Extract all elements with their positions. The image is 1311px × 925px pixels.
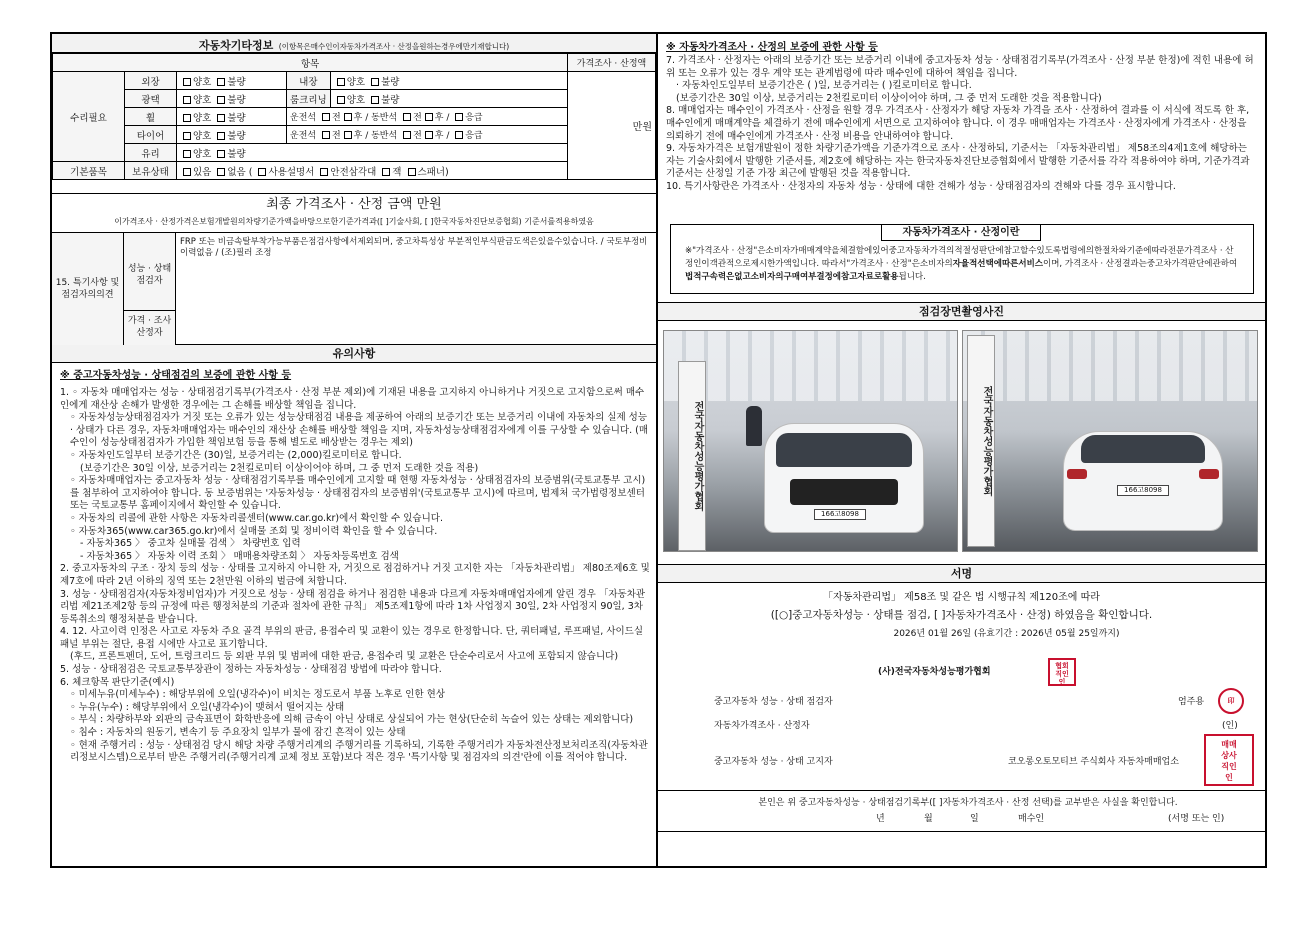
confirm-buyer: 매수인 [1018,814,1045,824]
row-label: 유리 [125,144,177,162]
price-note-item: 9. 자동차가격은 보험개발원이 정한 차량기준가액을 기준가격으로 조사 · 산정하되, 기준서는 「자동차관리법」 제58조의4제1호에 해당하는 자는 기술사회에서 발행한 기준서를, 제2호에 해당하는 자는 한국자동차진단보증협회에서 발행한 기준서를 각각 적용하여야 하며, 기준가격과 기준서는 산정일 기준 가장 최근에 발행된 것을 적용합니다. [666,143,1250,180]
price-note-item: 10. 특기사항란은 가격조사 · 산정자의 자동차 성능 · 상태에 대한 견해가 성능 · 상태점검자의 견해와 다를 경우 표시합니다. [666,180,1176,192]
caution-notes [60,368,650,765]
banner-text: 전국자동차성능평가협회 [967,335,995,547]
right-column [658,34,1265,866]
price-note-item: (보증기간은 30일 이상, 보증거리는 2천킬로미터 이상이어야 하며, 그 중 먼저 도래한 것을 적용합니다) [676,92,1102,104]
other-info-note: (이항목은매수인이자동차가격조사 · 산정을원하는경우에만기재합니다) [278,42,510,51]
plate-rear: 166고8098 [1117,485,1169,496]
note-item: 3. 성능 · 상태점검자(자동차정비업자)가 거짓으로 성능 · 상태 점검을 하거나 점검한 내용과 다르게 자동차매매업자에게 알린 경우 「자동차관리법 제21조제2항 등의 규정에 따른 행정처분의 기준과 절차에 관한 규칙」 제5조제1항에 따라 1차 사업정지 30일, 2차 사업정지 90일, 3차 등록취소의 행정처분을 받습니다. [60,588,646,625]
price-heading: ※ 자동차가격조사 · 산정의 보증에 관한 사항 등 [666,42,878,53]
banner-text: 전국자동차성능평가협회 [678,361,706,551]
photo-header: 점검장면촬영사진 [658,302,1265,321]
plate-front: 166고8098 [814,509,866,520]
left-column [52,34,658,866]
price-notes [666,40,1256,194]
row-detail[interactable]: 운전석 전 후 / 동반석 전 후 / 응급 [287,126,568,144]
row-label: 보유상태 [125,162,177,180]
inspector-seal-icon: 印 [1218,688,1244,714]
buyer-sign-field[interactable]: (서명 또는 인) [1168,814,1225,824]
inspector-seal-label: 엄주용 [1178,697,1205,707]
special-notes-label: 15. 특기사항 및 점검자의의견 [52,233,124,345]
confirm-text: 본인은 위 중고자동차성능 · 상태점검기록부([ ]자동차가격조사 · 산정 선택)를 교부받은 사실을 확인합니다. [758,798,1178,808]
row-label-2: 룸크리닝 [287,90,331,108]
other-info-title: 자동차기타정보 [198,39,274,52]
note-item: ◦ 누유(누수) : 해당부위에서 오일(냉각수)이 맺혀서 떨어지는 상태 [70,701,345,713]
repair-needed-label: 수리필요 [53,72,125,162]
confirm-year: 년 [876,814,885,824]
row-detail[interactable]: 운전석 전 후 / 동반석 전 후 / 응급 [287,108,568,126]
final-price: 최종 가격조사 · 산정 금액 만원 [266,197,442,212]
note-item: ◦ 미세누유(미세누수) : 해당부위에 오일(냉각수)이 비치는 정도로서 부품 노후로 인한 현상 [70,689,446,701]
confirm-day: 일 [970,814,979,824]
note-item: ◦ 침수 : 자동차의 원동기, 변속기 등 주요장치 일부가 물에 잠긴 흔적이 있는 상태 [70,727,406,739]
row-options-2[interactable]: 양호 불량 [330,72,567,90]
row-options-2[interactable]: 양호 불량 [330,90,567,108]
price-note-item: 8. 매매업자는 매수인이 가격조사 · 산정을 원할 경우 가격조사 · 산정자가 해당 자동차 가격을 조사 · 산정하여 결과를 이 서식에 적도록 한 후, 매수인에게 매매계약을 체결하기 전에 매수인에게 서면으로 고지하여야 합니다. 이 경우 매매업자는 가격조사 · 산정자에게 가격조사 · 산정을 의뢰하기 전에 매수인에게 가격조사 · 산정 비용을 안내하여야 합니다. [666,105,1250,142]
note-item: ◦ 자동차매매업자는 중고자동차 성능 · 상태점검기록부를 매수인에게 고지할 때 현행 자동차성능 · 상태점검자의 보증범위(국토교통부 고시)를 첨부하여 고지하여야 합니다. 동 보증범위는 '자동차성능 · 상태점검자의 보증범위'(국토교통부 고시)에 따르며, 법제처 국가법령정보센터 또는 국토교통부 홈페이지에서 확인할 수 있습니다. [70,475,646,512]
row-options[interactable]: 양호 불량 [177,72,287,90]
row-label: 광택 [125,90,177,108]
caution-header: 유의사항 [52,345,656,363]
other-info-table [52,53,656,180]
row-label: 타이어 [125,126,177,144]
note-item: ◦ 현재 주행거리 : 성능 · 상태점검 당시 해당 차량 주행거리계의 주행거리를 기록하되, 기록한 주행거리가 자동차전산정보처리조직(자동차관리정보시스템)으로부터 받은 주행거리(주행거리계 교체 정보 포함)보다 적은 경우 '특기사항 및 점검자의 의견'란에 이를 적어야 합니다. [70,739,648,764]
appraiser-seal: (인) [1222,721,1238,731]
inspector-opinion: FRP 또는 비금속탈부착가능부품은점검사항에서제외되며, 중고차특성상 부분적인부식판금도색은있을수있습니다. / 국토부정비이력없음 / (조)필러 조정 [180,237,648,258]
other-info-header [52,34,656,53]
notifier-name: 코오롱오토모티브 주식회사 자동차매매업소 [1008,757,1179,767]
dealer-seal-icon: 매매 상사 직인 인 [1204,734,1254,786]
price-unit: 만원 [568,72,656,180]
front-car-photo [663,330,958,552]
row-options[interactable]: 양호 불량 [177,126,287,144]
row-options[interactable]: 양호 불량 [177,90,287,108]
col-price: 가격조사 · 산정액 [568,54,656,72]
association-name: (사)전국자동차성능평가협회 [878,667,991,677]
row-label: 외장 [125,72,177,90]
note-item: 5. 성능 · 상태점검은 국토교통부장관이 정하는 자동차성능 · 상태점검 방법에 따라야 합니다. [60,664,442,676]
note-item: 4. 12. 사고이력 인정은 사고로 자동차 주요 골격 부위의 판금, 용접수리 및 교환이 있는 경우로 한정합니다. 단, 쿼터패널, 루프패널, 사이드실패널 부위는 절단, 용접 시에만 사고로 표기합니다. [60,626,644,650]
appraiser-row: 자동차가격조사 · 산정자 [714,721,810,731]
note-item: ◦ 자동차성능상태점검자가 거짓 또는 오류가 있는 성능상태점검 내용을 제공하여 아래의 보증기간 또는 보증거리 이내에 자동차의 실제 성능 · 상태가 다른 경우, 자동차매매업자는 매수인의 재산상 손해를 배상할 책임을 지며, 자동차성능상태점검자에게 이를 구상할 수 있습니다. (매수인이 성능상태점검자가 가입한 책임보험 등을 통해 별도로 배상받는 경우는 제외) [70,412,649,449]
caution-heading: ※ 중고자동차성능 · 상태점검의 보증에 관한 사항 등 [60,370,292,381]
note-item: - 자동차365 〉 중고차 실매물 검색 〉 차량번호 입력 [80,538,301,550]
signature-header: 서명 [658,564,1265,583]
note-item: ◦ 부식 : 차량하부와 외판의 금속표면이 화학반응에 의해 금속이 아닌 상태로 상실되어 가는 현상(단순히 녹슬어 있는 상태는 제외합니다) [70,714,634,726]
row-options[interactable]: 양호 불량 [177,144,568,162]
inspector-label: 성능 · 상태 점검자 [124,233,176,311]
rear-car-photo [962,330,1258,552]
final-price-block [52,193,656,233]
price-note-item: 7. 가격조사 · 산정자는 아래의 보증기간 또는 보증거리 이내에 중고자동차 성능 · 상태점검기록부(가격조사 · 산정 부분 한정)에 적힌 내용에 허위 또는 오류가 있는 경우 계약 또는 관계법령에 따라 매수인에 대하여 책임을 집니다. [666,55,1254,79]
note-item: 6. 체크항목 판단기준(예시) [60,676,175,688]
notifier-row: 중고자동차 성능 · 상태 고지자 [714,757,833,767]
row-options[interactable]: 있음 없음 ( 사용설명서 안전삼각대 잭 스패너) [177,162,568,180]
price-explainer-text: ※"가격조사 · 산정"은소비자가매매계약을체결함에있어중고자동차가격의적절성판단에참고할수있도록법령에의한절차와기준에따라전문가격조사 · 산정인이객관적으로제시한가액입니다. 따라서"가격조사 · 산정"은소비자의자율적선택에따른서비스이며, 가격조사 · 산정결과는중고차가격판단에관하여법적구속력은없고소비자의구매여부결정에참고자료로활용됩니다. [685,246,1238,282]
note-item: (보증기간은 30일 이상, 보증거리는 2천킬로미터 이상이어야 하며, 그 중 먼저 도래한 것을 적용) [80,462,479,474]
price-explainer-title: 자동차가격조사 · 산정이란 [881,224,1041,241]
association-seal-icon: 협회 직인 인 [1048,658,1076,686]
inspector-row: 중고자동차 성능 · 상태 점검자 [714,697,833,707]
row-label: 휠 [125,108,177,126]
row-options[interactable]: 양호 불량 [177,108,287,126]
signature-statement [658,590,1265,644]
basic-items-label: 기본품목 [53,162,125,180]
sign-line-2: ([○]중고자동차성능 · 상태를 점검, [ ]자동차가격조사 · 산정) 하였음을 확인합니다. [770,609,1153,621]
appraiser-label: 가격 · 조사 산정자 [124,311,176,345]
buyer-confirmation [658,790,1265,832]
note-item: 2. 중고자동차의 구조 · 장치 등의 성능 · 상태를 고지하지 아니한 자, 거짓으로 점검하거나 거짓 고지한 자는 「자동차관리법」 제80조제6호 및 제7호에 따라 2년 이하의 징역 또는 2천만원 이하의 벌금에 처합니다. [60,563,650,587]
price-explainer-box [670,224,1254,294]
note-item: ◦ 자동차의 리콜에 관한 사항은 자동차리콜센터(www.car.go.kr)에서 확인할 수 있습니다. [70,512,443,524]
note-item: ◦ 자동차365(www.car365.go.kr)에서 실매물 조회 및 정비이력 확인을 할 수 있습니다. [70,525,438,537]
price-note-item: · 자동차인도일부터 보증기간은 ( )일, 보증거리는 ( )킬로미터로 합니다. [676,80,972,92]
final-price-note: 이가격조사 · 산정가격은보험개발원의차량기준가액을바탕으로한기준가격과([ ]기술사회, [ ]한국자동차진단보증협회) 기준서를적용하였음 [114,217,594,226]
confirm-month: 월 [924,814,933,824]
note-item: (후드, 프론트펜더, 도어, 트렁크리드 등 외판 부위 및 범퍼에 대한 판금, 용접수리 및 교환은 단순수리로서 사고에 포함되지 않습니다) [70,651,619,663]
note-item: - 자동차365 〉 자동차 이력 조회 〉 매매용차량조회 〉 자동차등록번호 검색 [80,550,399,562]
row-label-2: 내장 [287,72,331,90]
sign-line-1: 「자동차관리법」 제58조 및 같은 법 시행규칙 제120조에 따라 [823,592,1100,603]
col-item: 항목 [53,54,568,72]
note-item: 1. ◦ 자동차 매매업자는 성능 · 상태점검기록부(가격조사 · 산정 부분 제외)에 기재된 내용을 고지하지 아니하거나 거짓으로 고지함으로써 매수인에게 재산상 손해가 발생한 경우에는 그 손해를 배상할 책임을 집니다. [60,387,645,411]
sign-date: 2026년 01월 26일 (유효기간 : 2026년 05월 25일까지) [893,629,1120,639]
special-notes-block [52,233,656,345]
inspection-record-page [50,32,1267,868]
note-item: ◦ 자동차인도일부터 보증기간은 (30)일, 보증거리는 (2,000)킬로미터로 합니다. [70,449,402,461]
